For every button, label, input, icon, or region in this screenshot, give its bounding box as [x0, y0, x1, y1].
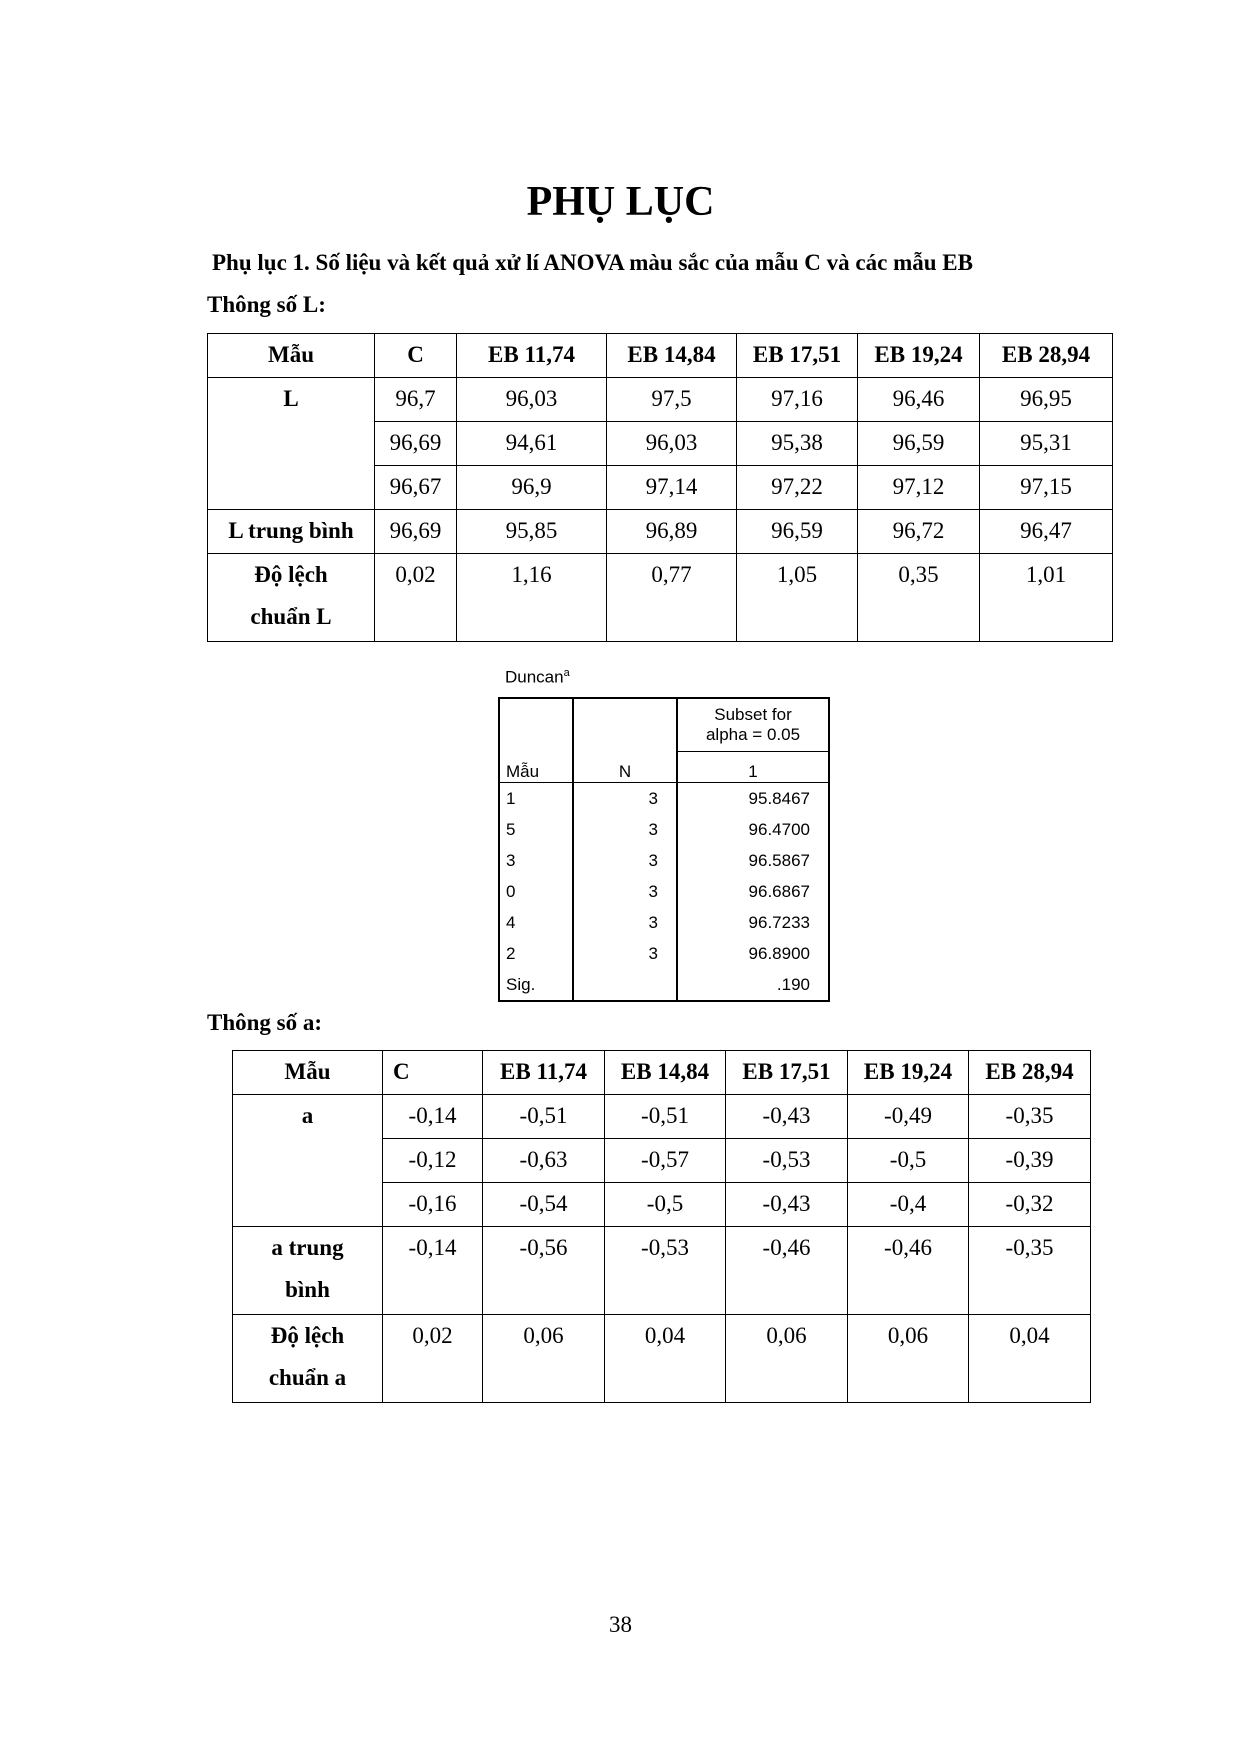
table-row — [208, 378, 1113, 422]
cell: 96,9 — [457, 466, 607, 510]
duncan-n: 3 — [573, 814, 677, 845]
mean-label-line1: a trung — [271, 1235, 344, 1260]
cell: -0,54 — [483, 1183, 605, 1227]
duncan-caption — [505, 667, 570, 688]
cell: -0,35 — [969, 1095, 1091, 1139]
duncan-sample: 4 — [499, 907, 573, 938]
cell: 96,89 — [607, 510, 737, 554]
cell: -0,57 — [605, 1139, 726, 1183]
duncan-n: 3 — [573, 907, 677, 938]
header-cell: EB 19,24 — [858, 334, 980, 378]
group-label-a: a — [233, 1095, 383, 1227]
duncan-row — [499, 907, 829, 938]
cell: -0,43 — [726, 1095, 848, 1139]
cell: -0,56 — [483, 1227, 605, 1315]
duncan-sample: 0 — [499, 876, 573, 907]
cell: 1,16 — [457, 554, 607, 642]
cell: 95,31 — [980, 422, 1113, 466]
section-label-a: Thông số a: — [207, 1010, 323, 1035]
cell: -0,43 — [726, 1183, 848, 1227]
cell: 1,01 — [980, 554, 1113, 642]
header-cell: EB 11,74 — [457, 334, 607, 378]
cell: 95,38 — [737, 422, 858, 466]
mean-row — [233, 1227, 1091, 1315]
header-cell: EB 28,94 — [969, 1051, 1091, 1095]
sd-label-line2: chuẩn a — [268, 1365, 347, 1390]
cell: 0,04 — [969, 1315, 1091, 1403]
sd-label — [233, 1315, 383, 1403]
cell: 97,15 — [980, 466, 1113, 510]
cell: 97,16 — [737, 378, 858, 422]
cell: 96,7 — [375, 378, 457, 422]
duncan-value: 96.8900 — [677, 938, 829, 969]
cell: 0,06 — [848, 1315, 969, 1403]
duncan-subset-index: 1 — [677, 752, 829, 783]
duncan-sample: 1 — [499, 783, 573, 815]
duncan-sample: 5 — [499, 814, 573, 845]
cell: -0,49 — [848, 1095, 969, 1139]
cell: 0,06 — [726, 1315, 848, 1403]
duncan-sig-value: .190 — [677, 969, 829, 1001]
cell: 96,69 — [375, 422, 457, 466]
mean-label: L trung bình — [208, 510, 375, 554]
header-cell: EB 14,84 — [607, 334, 737, 378]
duncan-caption-text: Duncan — [505, 667, 564, 687]
cell: 96,59 — [858, 422, 980, 466]
sd-label-line2: chuẩn L — [250, 604, 332, 629]
duncan-row — [499, 845, 829, 876]
duncan-row — [499, 814, 829, 845]
duncan-sig-label: Sig. — [499, 969, 573, 1001]
page-title: PHỤ LỤC — [526, 179, 715, 225]
cell: 0,02 — [383, 1315, 483, 1403]
header-cell: EB 11,74 — [483, 1051, 605, 1095]
mean-label-line2: bình — [285, 1277, 330, 1302]
cell: -0,46 — [848, 1227, 969, 1315]
header-cell: Mẫu — [208, 334, 375, 378]
duncan-header-row — [499, 698, 829, 752]
sd-label-line1: Độ lệch — [254, 562, 328, 587]
cell: -0,16 — [383, 1183, 483, 1227]
cell: 0,77 — [607, 554, 737, 642]
cell: 96,59 — [737, 510, 858, 554]
cell: -0,4 — [848, 1183, 969, 1227]
cell: -0,5 — [605, 1183, 726, 1227]
header-cell: EB 19,24 — [848, 1051, 969, 1095]
header-cell: EB 17,51 — [726, 1051, 848, 1095]
cell: 96,67 — [375, 466, 457, 510]
cell: 96,03 — [457, 378, 607, 422]
subset-header-line1: Subset for — [714, 705, 792, 724]
header-cell: EB 28,94 — [980, 334, 1113, 378]
cell: -0,32 — [969, 1183, 1091, 1227]
cell: 96,46 — [858, 378, 980, 422]
table-header-row — [208, 334, 1113, 378]
cell: 0,02 — [375, 554, 457, 642]
duncan-col-sample: Mẫu — [499, 698, 573, 783]
duncan-n: 3 — [573, 876, 677, 907]
duncan-row — [499, 876, 829, 907]
sd-row — [233, 1315, 1091, 1403]
cell: 96,47 — [980, 510, 1113, 554]
duncan-n: 3 — [573, 845, 677, 876]
header-cell: C — [383, 1051, 483, 1095]
duncan-sig-empty — [573, 969, 677, 1001]
cell: 94,61 — [457, 422, 607, 466]
duncan-subset-header — [677, 698, 829, 752]
duncan-value: 96.5867 — [677, 845, 829, 876]
duncan-row — [499, 783, 829, 815]
sd-label-line1: Độ lệch — [270, 1323, 345, 1348]
cell: 97,14 — [607, 466, 737, 510]
cell: -0,35 — [969, 1227, 1091, 1315]
cell: 96,72 — [858, 510, 980, 554]
cell: -0,5 — [848, 1139, 969, 1183]
duncan-value: 96.7233 — [677, 907, 829, 938]
duncan-col-n: N — [573, 698, 677, 783]
cell: -0,51 — [483, 1095, 605, 1139]
cell: 95,85 — [457, 510, 607, 554]
cell: -0,46 — [726, 1227, 848, 1315]
mean-label — [233, 1227, 383, 1315]
page-number: 38 — [609, 1612, 632, 1637]
table-a — [232, 1050, 1091, 1403]
mean-row — [208, 510, 1113, 554]
subset-header-line2: alpha = 0.05 — [705, 725, 801, 744]
duncan-value: 95.8467 — [677, 783, 829, 815]
cell: 97,22 — [737, 466, 858, 510]
cell: -0,14 — [383, 1095, 483, 1139]
sd-label — [208, 554, 375, 642]
section-label-L: Thông số L: — [207, 292, 326, 317]
header-cell: EB 17,51 — [737, 334, 858, 378]
appendix-subtitle: Phụ lục 1. Số liệu và kết quả xử lí ANOVA màu sắc của mẫu C và các mẫu EB — [212, 250, 973, 275]
cell: 0,06 — [483, 1315, 605, 1403]
cell: -0,51 — [605, 1095, 726, 1139]
cell: 0,35 — [858, 554, 980, 642]
duncan-n: 3 — [573, 938, 677, 969]
cell: -0,39 — [969, 1139, 1091, 1183]
cell: -0,53 — [605, 1227, 726, 1315]
cell: 0,04 — [605, 1315, 726, 1403]
table-L — [207, 333, 1113, 642]
cell: 1,05 — [737, 554, 858, 642]
cell: 97,5 — [607, 378, 737, 422]
cell: 96,95 — [980, 378, 1113, 422]
cell: -0,14 — [383, 1227, 483, 1315]
cell: -0,53 — [726, 1139, 848, 1183]
cell: 97,12 — [858, 466, 980, 510]
cell: -0,63 — [483, 1139, 605, 1183]
sd-row — [208, 554, 1113, 642]
duncan-sample: 2 — [499, 938, 573, 969]
header-cell: Mẫu — [233, 1051, 383, 1095]
duncan-sig-row — [499, 969, 829, 1001]
duncan-value: 96.6867 — [677, 876, 829, 907]
duncan-n: 3 — [573, 783, 677, 815]
cell: -0,12 — [383, 1139, 483, 1183]
duncan-caption-sup: a — [563, 667, 570, 679]
duncan-table — [498, 697, 830, 1002]
duncan-sample: 3 — [499, 845, 573, 876]
header-cell: EB 14,84 — [605, 1051, 726, 1095]
table-header-row — [233, 1051, 1091, 1095]
table-row — [233, 1095, 1091, 1139]
cell: 96,69 — [375, 510, 457, 554]
header-cell: C — [375, 334, 457, 378]
cell: 96,03 — [607, 422, 737, 466]
group-label-L: L — [208, 378, 375, 510]
duncan-row — [499, 938, 829, 969]
duncan-value: 96.4700 — [677, 814, 829, 845]
